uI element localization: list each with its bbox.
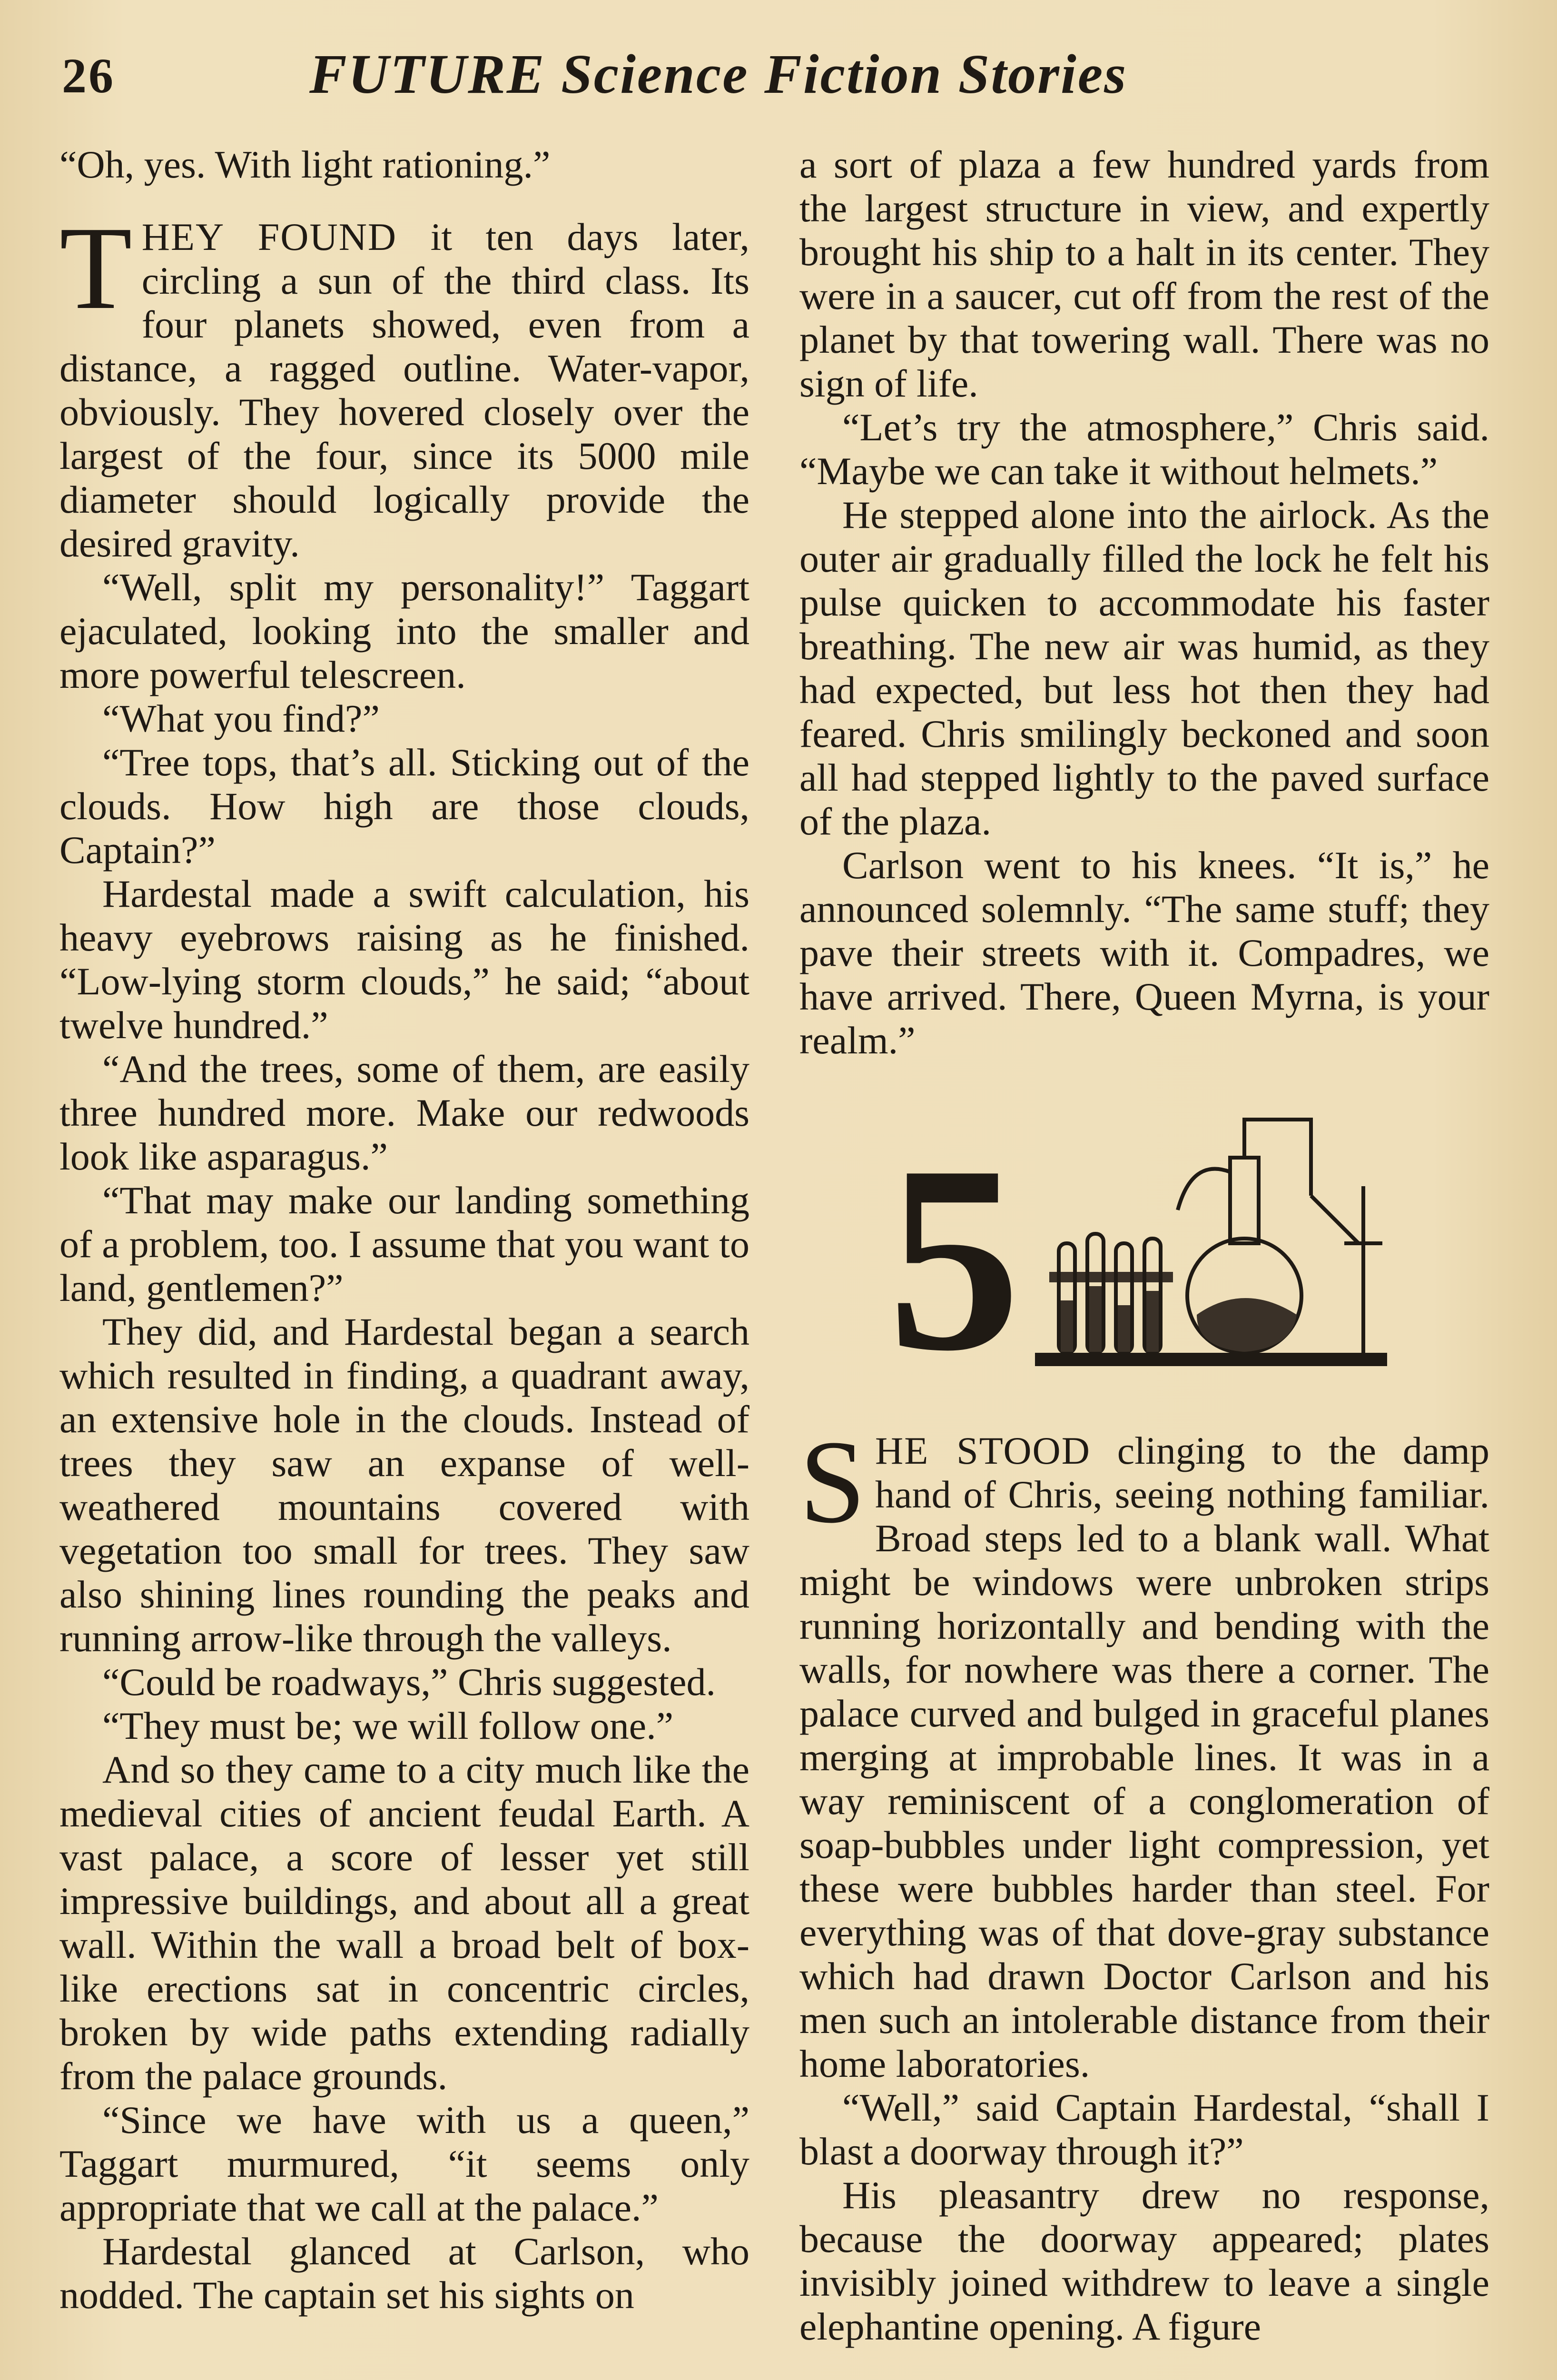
- paragraph: “What you find?”: [102, 697, 380, 740]
- paragraph: “They must be; we will follow one.”: [102, 1704, 674, 1747]
- paragraph: “Well,” said Captain Hardestal, “shall I blast a doorway through it?”: [799, 2086, 1489, 2173]
- paragraph: “Tree tops, that’s all. Sticking out of the clouds. How high are those clouds, Captain?”: [59, 741, 749, 872]
- paragraph: “Could be roadways,” Chris suggested.: [102, 1660, 716, 1704]
- section-opening-paragraph: [799, 1416, 1489, 2086]
- paragraph: Hardestal made a swift calculation, his heavy eyebrows raising as he finished. “Low-lying storm clouds,” he said; “about twelve hundred.”: [59, 872, 749, 1047]
- left-column: [59, 143, 749, 2380]
- paragraph-text: it ten days later, circling a sun of the third class. Its four planets showed, even from a distance, a ragged outline. Water-vapor, obviously. They hovered closely over the largest of the four, since its 5000 mile diameter should logically provide the desired gravity.: [59, 215, 749, 565]
- lead-in-caps: HEY FOUND: [141, 215, 397, 258]
- chapter-heading-illustration: [883, 1101, 1406, 1396]
- paragraph: “That may make our landing something of a problem, too. I assume that you want to land, gentlemen?”: [59, 1179, 749, 1309]
- section-opening-paragraph: [59, 202, 749, 565]
- paragraph: “Well, split my personality!” Taggart ejaculated, looking into the smaller and more powerful telescreen.: [59, 565, 749, 696]
- drop-cap: S: [799, 1416, 866, 1548]
- paragraph: “And the trees, some of them, are easily three hundred more. Make our redwoods look like asparagus.”: [59, 1047, 749, 1178]
- paragraph: Carlson went to his knees. “It is,” he announced solemnly. “The same stuff; they pave their streets with it. Compadres, we have arrived. There, Queen Myrna, is your realm.”: [799, 843, 1489, 1062]
- paragraph: His pleasantry drew no response, because the doorway appeared; plates invisibly joined withdrew to leave a single elephantine opening. A figure: [799, 2173, 1489, 2348]
- page-number: 26: [62, 49, 115, 103]
- paragraph: And so they came to a city much like the medieval cities of ancient feudal Earth. A vast palace, a score of lesser yet still impressive buildings, and about all a great wall. Within the wall a broad belt of box-like erections sat in concentric circles, broken by wide paths extending radially from the palace grounds.: [59, 1748, 749, 2098]
- paragraph-text: clinging to the damp hand of Chris, seeing nothing familiar. Broad steps led to a blank wall. What might be windows were unbroken strips running horizontally and bending with the walls, for nowhere was there a corner. The palace curved and bulged in graceful planes merging at improbable lines. It was in a way reminiscent of a conglomeration of soap-bubbles under light compression, yet these were bubbles harder than steel. For everything was of that dove-gray substance which had drawn Doctor Carlson and his men such an intolerable distance from their home laboratories.: [799, 1429, 1489, 2085]
- paragraph: “Since we have with us a queen,” Taggart murmured, “it seems only appropriate that we call at the palace.”: [59, 2098, 749, 2229]
- lead-in-caps: HE STOOD: [875, 1429, 1091, 1472]
- paragraph: a sort of plaza a few hundred yards from the largest structure in view, and expertly brought his ship to a halt in its center. They were in a saucer, cut off from the rest of the planet by that towering wall. There was no sign of life.: [799, 143, 1489, 405]
- running-title: FUTURE Science Fiction Stories: [309, 43, 1128, 105]
- paragraph: He stepped alone into the airlock. As the outer air gradually filled the lock he felt his pulse quicken to accommodate his faster breathing. The new air was humid, as they had expected, but less hot then they had feared. Chris smilingly beckoned and soon all had stepped lightly to the paved surface of the plaza.: [799, 493, 1489, 843]
- paragraph: “Oh, yes. With light rationing.”: [59, 143, 551, 186]
- paragraph: They did, and Hardestal began a search which resulted in finding, a quadrant away, an extensive hole in the clouds. Instead of trees they saw an expanse of well-weathered mountains covered with vegetation too small for trees. They saw also shining lines rounding the peaks and running arrow-like through the valleys.: [59, 1310, 749, 1660]
- drop-cap: T: [59, 202, 132, 334]
- paragraph: Hardestal glanced at Carlson, who nodded. The captain set his sights on: [59, 2230, 749, 2317]
- chapter-number: 5: [887, 1111, 1021, 1396]
- paragraph: “Let’s try the atmosphere,” Chris said. “Maybe we can take it without helmets.”: [799, 406, 1489, 493]
- right-column: [799, 143, 1489, 2380]
- page-header: [57, 38, 1504, 114]
- lab-glassware-icon: [883, 1101, 1406, 1396]
